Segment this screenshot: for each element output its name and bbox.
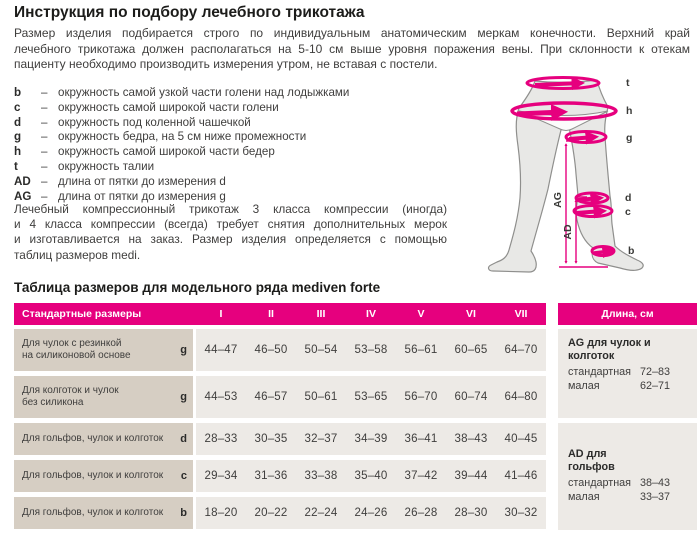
length-row [568, 491, 691, 505]
row-measure-letter: c [180, 470, 187, 482]
intro-line: пациенту необходимо производить измерения утром, не вставая с постели. [14, 57, 438, 72]
row-label-cell [14, 329, 196, 371]
size-value-cell: 26–28 [396, 497, 446, 529]
size-value-cell: 41–46 [496, 460, 546, 492]
note-line: и изготавливается на заказ. Размер изделия определяется с помощью [14, 232, 447, 247]
table-row [14, 497, 546, 529]
length-row [568, 366, 691, 380]
measurement-item [14, 175, 444, 190]
row-label-cell [14, 376, 196, 418]
measurement-key: d [14, 115, 22, 129]
length-table [558, 303, 697, 533]
row-label-line: на силиконовой основе [22, 350, 131, 361]
size-value-cell: 46–57 [246, 376, 296, 418]
length-table-header: Длина, см [558, 303, 697, 325]
measurement-dash: – [41, 100, 48, 114]
length-row-label: стандартная [568, 477, 632, 489]
measurement-desc: длина от пятки до измерения g [58, 189, 226, 203]
table-row [14, 329, 546, 371]
size-column-header: V [417, 308, 425, 320]
row-label-line: Для колготок и чулок [22, 385, 119, 397]
measurement-key: c [14, 100, 21, 114]
length-row-value: 72–83 [640, 366, 671, 378]
size-column-header: IV [366, 308, 376, 320]
size-value-cell: 56–70 [396, 376, 446, 418]
size-column-header: II [268, 308, 274, 320]
table-row [14, 423, 546, 455]
size-value-cell: 20–22 [246, 497, 296, 529]
size-value-cell: 30–32 [496, 497, 546, 529]
size-value-cell: 64–70 [496, 329, 546, 371]
measurement-item [14, 86, 444, 101]
measurement-desc: окружность самой узкой части голени над лодыжками [58, 86, 350, 99]
measurement-desc: окружность талии [58, 159, 155, 173]
row-label-line: Для гольфов, чулок и колготок [22, 470, 164, 482]
size-value-cell: 60–74 [446, 376, 496, 418]
measurement-dash: – [41, 174, 48, 188]
length-block-title: AD для гольфов [568, 448, 615, 473]
length-block-ag [558, 329, 697, 418]
size-value-cell: 36–41 [396, 423, 446, 455]
measurement-key: b [14, 86, 22, 99]
measurement-dash: – [41, 159, 48, 173]
measurement-item [14, 145, 444, 160]
row-label [22, 507, 180, 519]
size-value-cell: 30–35 [246, 423, 296, 455]
size-value-cell: 56–61 [396, 329, 446, 371]
length-block-rows [568, 477, 691, 504]
length-row-value: 62–71 [640, 379, 671, 392]
note-line: и 4 класса компрессии (всегда) требует снятия дополнительных мерок [14, 217, 447, 232]
row-label-line: без силикона [22, 397, 84, 408]
length-row-value: 38–43 [640, 477, 671, 489]
row-measure-letter: d [180, 433, 187, 445]
measurement-item [14, 130, 444, 145]
note-paragraph [14, 202, 447, 263]
row-label-cell [14, 497, 196, 529]
measurement-dash: – [41, 130, 48, 144]
row-label-cell [14, 423, 196, 455]
size-value-cell: 44–53 [196, 376, 246, 418]
table-row [14, 376, 546, 418]
size-value-cell: 28–30 [446, 497, 496, 529]
measurement-key: t [14, 159, 18, 173]
row-label [22, 433, 180, 445]
size-value-cell: 39–44 [446, 460, 496, 492]
page-title: Инструкция по подбору лечебного трикотажа [14, 4, 365, 21]
size-value-cell: 53–65 [346, 376, 396, 418]
length-row [568, 380, 691, 394]
measurement-dash: – [41, 189, 48, 203]
row-measure-letter: g [180, 391, 187, 403]
measurement-key: g [14, 130, 22, 144]
length-row [568, 477, 691, 491]
length-block-rows [568, 366, 691, 393]
diagram-label-b: b [628, 245, 635, 257]
size-value-cell: 50–54 [296, 329, 346, 371]
size-column-header: VII [514, 308, 528, 320]
diagram-label-t: t [626, 77, 630, 89]
leg-measurement-diagram [445, 74, 695, 288]
intro-line: лечебного трикотажа должен располагаться на 5-10 см выше уровня поражения вены. При склонности к отекам [14, 41, 690, 56]
measurement-desc: окружность самой широкой части голени [58, 100, 279, 114]
measurement-desc: окружность под коленной чашечкой [58, 115, 251, 129]
measurement-key: AG [14, 189, 32, 203]
size-value-cell: 64–80 [496, 376, 546, 418]
row-label [22, 470, 181, 482]
size-column-header: VI [466, 308, 476, 320]
row-measure-letter: g [180, 344, 187, 356]
size-value-cell: 60–65 [446, 329, 496, 371]
size-value-cell: 40–45 [496, 423, 546, 455]
note-line: таблиц размеров medi. [14, 247, 141, 262]
size-value-cell: 53–58 [346, 329, 396, 371]
length-row-label: малая [568, 379, 600, 392]
size-value-cell: 44–47 [196, 329, 246, 371]
size-value-cell: 24–26 [346, 497, 396, 529]
size-value-cell: 34–39 [346, 423, 396, 455]
size-value-cell: 37–42 [396, 460, 446, 492]
measurement-key: AD [14, 174, 31, 188]
table-row [14, 460, 546, 492]
size-value-cell: 32–37 [296, 423, 346, 455]
diagram-label-h: h [626, 105, 633, 117]
size-value-cell: 38–43 [446, 423, 496, 455]
measurement-dash: – [41, 86, 48, 99]
length-block-ad [558, 423, 697, 530]
size-column-header: I [219, 308, 223, 320]
measurement-desc: окружность бедра, на 5 см ниже промежности [58, 130, 307, 144]
size-value-cell: 28–33 [196, 423, 246, 455]
size-value-cell: 33–38 [296, 460, 346, 492]
size-table-header [14, 303, 546, 325]
size-value-cell: 31–36 [246, 460, 296, 492]
length-block-title: AG для чулок и колготок [568, 337, 651, 362]
size-table-title: Таблица размеров для модельного ряда mediven forte [14, 280, 381, 295]
measurement-legend [14, 86, 444, 204]
intro-line: Размер изделия подбирается строго по индивидуальным анатомическим меркам конечности. Верхний край [14, 26, 690, 40]
row-label-line: Для гольфов, чулок и колготок [22, 433, 164, 445]
intro-paragraph [14, 26, 690, 73]
measurement-desc: окружность самой широкой части бедер [58, 145, 275, 159]
row-label-cell [14, 460, 196, 492]
measurement-key: h [14, 145, 22, 159]
size-value-cell: 35–40 [346, 460, 396, 492]
size-value-cell: 29–34 [196, 460, 246, 492]
diagram-label-ag: AG [552, 192, 564, 208]
size-value-cell: 46–50 [246, 329, 296, 371]
row-label-line: Для гольфов, чулок и колготок [22, 507, 164, 519]
measurement-item [14, 101, 444, 116]
size-table [14, 303, 546, 533]
measurement-dash: – [41, 115, 48, 129]
diagram-label-g: g [626, 132, 633, 144]
measurement-item [14, 160, 444, 175]
measurement-dash: – [41, 145, 48, 159]
row-measure-letter: b [180, 507, 187, 519]
size-value-cell: 22–24 [296, 497, 346, 529]
note-line: Лечебный компрессионный трикотаж 3 класса компрессии (иногда) [14, 202, 447, 216]
size-table-body [14, 329, 546, 529]
diagram-label-d: d [625, 192, 632, 204]
length-row-label: стандартная [568, 366, 632, 378]
size-column-header: III [316, 308, 326, 320]
row-label-line: Для чулок с резинкой [22, 338, 122, 350]
diagram-label-c: c [625, 206, 631, 218]
size-value-cell: 50–61 [296, 376, 346, 418]
length-row-label: малая [568, 490, 600, 503]
size-value-cell: 18–20 [196, 497, 246, 529]
diagram-label-ad: AD [562, 224, 574, 240]
row-label [22, 385, 180, 408]
measurement-item [14, 116, 444, 131]
measurement-desc: длина от пятки до измерения d [58, 174, 226, 188]
length-row-value: 33–37 [640, 490, 671, 503]
size-table-corner-label: Стандартные размеры [22, 308, 142, 320]
row-label [22, 338, 180, 361]
